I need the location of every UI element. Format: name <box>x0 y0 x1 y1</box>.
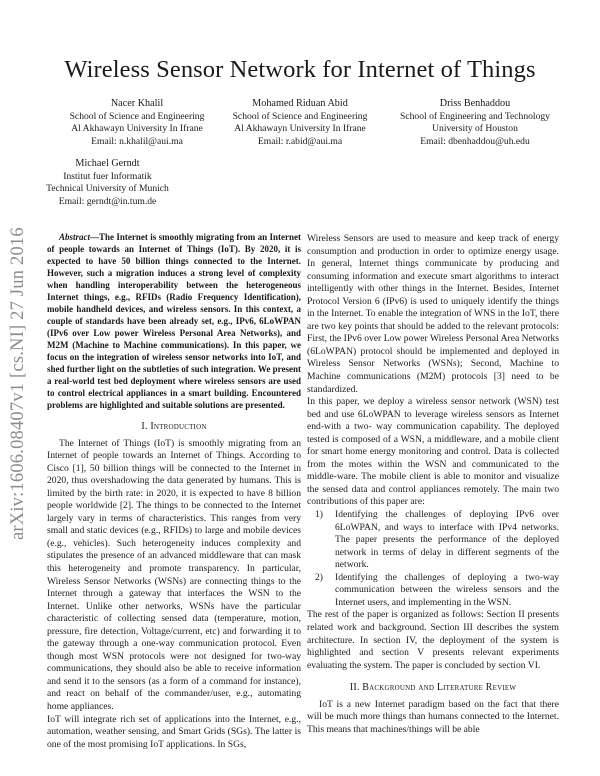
author-name: Nacer Khalil <box>110 98 164 109</box>
right-column <box>307 233 559 736</box>
author-affiliation: University of Houston <box>432 123 518 135</box>
author-affiliation: School of Science and Engineering <box>69 110 205 122</box>
author-email: Email: n.khalil@aui.ma <box>91 135 183 147</box>
author-affiliation: Al Akhawayn University In Ifrane <box>71 123 203 135</box>
author-email: Email: dbenhaddou@uh.edu <box>420 135 530 147</box>
abstract-text: —The Internet is smoothly migrating from an Internet of people towards an Internet of Things (IoT). By 2020, it is expected to have 50 billion things connected to the Internet. However, such a migration induces a strong level of complexity when handling interoperability between the heterogeneous Internet things, e.g., RFIDs (Radio Frequency Identification), mobile handheld devices, and wireless sensors. In this context, a couple of standards have been already set, e.g., IPv6, 6LoWPAN (IPv6 over Low power Wireless Personal Area Networks), and M2M (Machine to Machine communications). In this paper, we focus on the integration of wireless sensor networks into IoT, and shed further light on the subtleties of such integration. We present a real-world test bed deployment where wireless sensors are used to control electrical appliances in a smart building. Encountered problems are highlighted and suitable solutions are presented. <box>47 232 301 410</box>
section-heading-background: II. Background and Literature Review <box>349 682 517 694</box>
author-affiliation: Technical University of Munich <box>46 183 169 195</box>
author-affiliation: Al Akhawayn University In Ifrane <box>234 123 366 135</box>
section-heading-introduction: I. Introduction <box>141 421 207 432</box>
contributions-list <box>307 509 559 609</box>
author-name: Driss Benhaddou <box>439 98 511 109</box>
author-block <box>375 98 575 148</box>
author-block <box>52 98 222 148</box>
paragraph: In this paper, we deploy a wireless sensor network (WSN) test bed and use 6LoWPAN to leverage wireless sensors as Internet end-with a two- way communication capability. The deployed tested is composed of a WSN, a middleware, and a mobile client for smart home energy monitoring and control. Data is collected from the motes within the WSN and communicated to the middle-ware. The mobile client is able to monitor and visualize the sensed data and control appliances remotely. The main two contributions of this paper are: <box>307 396 559 508</box>
paragraph: Wireless Sensors are used to measure and keep track of energy consumption and production in order to optimize energy usage. In general, Internet things communicate by producing and consuming information and execute smart algorithms to interact intelligently with other things in the Internet. Besides, Internet Protocol Version 6 (IPv6) is used to uniquely identify the things in the Internet. To enable the integration of WNS in the IoT, there are two key points that should be added to the relevant protocols: First, the IPv6 over Low power Wireless Personal Area Networks (6LoWPAN) protocol should be implemented and deployed in Wireless Sensor Networks (WSNs); Second, Machine to Machine communications (M2M) protocols [3] need to be standardized. <box>307 233 559 395</box>
author-name: Michael Gerndt <box>75 158 140 169</box>
list-item <box>315 572 559 610</box>
paper-title: Wireless Sensor Network for Internet of Things <box>64 56 536 83</box>
abstract <box>47 231 301 411</box>
paragraph: IoT will integrate rich set of applications into the Internet, e.g., automation, weather sensing, and Smart Grids (SGs). The latter is one of the most promising IoT applications. In SGs, <box>47 713 301 750</box>
list-item-text: Identifying the challenges of deploying IPv6 over 6LoWPAN, and ways to interface with IPv4 networks. The paper presents the performance of the deployed network in terms of delay in different segments of the network. <box>335 509 559 571</box>
left-column <box>47 231 301 751</box>
paragraph: The Internet of Things (IoT) is smoothly migrating from an Internet of people towards an Internet of Things. According to Cisco [1], 50 billion things will be connected to the Internet in 2020, thus overshadowing the data generated by humans. This is limited by the birth rate: in 2020, it is expected to have 8 billion people worldwide [2]. The things to be connected to the Internet largely vary in terms of characteristics. This ranges from very small and static devices (e.g., RFIDs) to large and mobile devices (e.g., vehicles). Such heterogeneity induces complexity and stipulates the presence of an advanced middleware that can mask this heterogeneity and promote transparency. In particular, Wireless Sensor Networks (WSNs) are connecting things to the Internet through a gateway that interfaces the WSN to the Internet. Unlike other networks, WSNs have the particular characteristic of collecting sensed data (temperature, motion, pressure, fire detection, Voltage/current, etc) and forwarding it to the gateway through a one-way communication protocol. Even though most WSN protocols were not designed for two-way communications, they should also be able to receive information and send it to the sensors (as a form of a command for instance), and react on behalf of the commander/user, e.g., automating home appliances. <box>47 437 301 713</box>
author-affiliation: School of Engineering and Technology <box>400 110 550 122</box>
author-block <box>40 158 175 208</box>
paragraph: The rest of the paper is organized as follows: Section II presents related work and background. Section III describes the system architecture. In section IV, the deployment of the system is highlighted and section V presents relevant experiments evaluating the system. The paper is concluded by section VI. <box>307 609 559 671</box>
list-item <box>315 509 559 572</box>
list-item-text: Identifying the challenges of deploying a two-way communication between the wireless sensors and the Internet users, and implementing in the WSN. <box>335 571 559 608</box>
list-number: 1) <box>315 509 323 521</box>
author-name: Mohamed Riduan Abid <box>252 98 348 109</box>
author-affiliation: School of Science and Engineering <box>232 110 368 122</box>
list-number: 2) <box>315 571 323 583</box>
author-email: Email: r.abid@aui.ma <box>257 135 343 147</box>
author-affiliation: Institut fuer Informatik <box>63 170 152 182</box>
arxiv-stamp: arXiv:1606.08407v1 [cs.NI] 27 Jun 2016 <box>8 227 28 540</box>
paragraph: IoT is a new Internet paradigm based on the fact that there will be much more things than humans connected to the Internet. This means that machines/things will be able <box>307 698 559 735</box>
author-block <box>200 98 400 148</box>
author-email: Email: gerndt@in.tum.de <box>58 195 157 207</box>
abstract-label: Abstract <box>59 232 91 242</box>
